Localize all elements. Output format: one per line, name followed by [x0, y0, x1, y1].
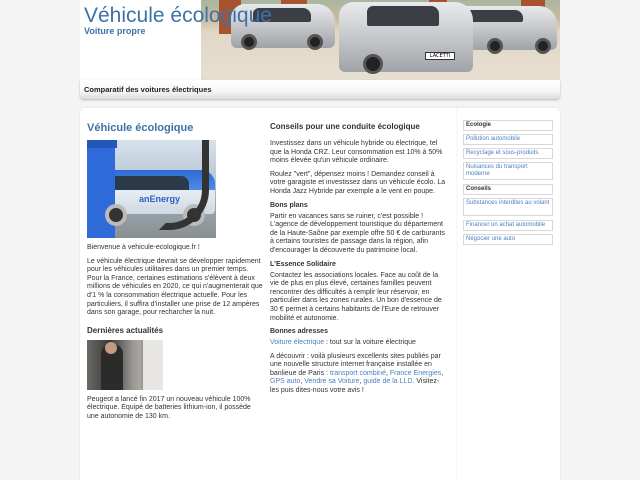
- welcome-text: Bienvenue à vehicule-ecologique.fr !: [87, 244, 200, 251]
- link-france-energies[interactable]: France Energies: [389, 369, 442, 377]
- sidebar-item-substances[interactable]: Substances interdites au volant: [463, 198, 553, 216]
- left-column: [87, 122, 263, 427]
- sidebar-heading-ecologie: Ecologie: [463, 120, 553, 131]
- bonnes-adresses-line: [270, 339, 448, 348]
- bons-plans-paragraph: Partir en vacances sans se ruiner, c'est possible ! L'agence de développement touristique du département de la Haute-Saône par exemple offre 50 € de carburants à certains touristes de passage dans la région, afin d'encourager la découverte du patrimoine local.: [270, 212, 445, 254]
- news-heading: Dernières actualités: [87, 325, 164, 335]
- separator: ,: [385, 369, 390, 377]
- link-gps-auto[interactable]: GPS auto: [270, 378, 301, 386]
- sidebar-item-financer[interactable]: Financer un achat automobile: [463, 220, 553, 231]
- decouvrir-paragraph: [270, 353, 448, 396]
- site-header: [80, 0, 560, 80]
- sidebar-item-pollution[interactable]: Pollution automobile: [463, 134, 553, 145]
- site-title[interactable]: Véhicule écologique: [84, 4, 272, 27]
- decouvrir-outro: . Visitez-les puis dites-nous votre avis !: [270, 378, 440, 395]
- advice-paragraph-1: Investissez dans un véhicule hybride ou électrique, tel que la Honda CRZ. Leur consommation est 10% à 50% moins élevée qu'un véhicule ordinaire.: [270, 140, 443, 165]
- essence-solidaire-paragraph: Contactez les associations locales. Face au coût de la vie de plus en plus élevé, certaines familles peuvent rencontrer des difficultés à remplir leur réservoir, en particulier dans les zones rurales. Un bon d'essence de 30 € permet à certains habitants de l'Eure de retrouver mobilité et autonomie.: [270, 271, 442, 322]
- link-transport-combine[interactable]: transport combiné: [329, 369, 386, 377]
- advice-heading: Conseils pour une conduite écologique: [270, 122, 420, 131]
- bonnes-adresses-desc: : tout sur la voiture électrique: [324, 339, 416, 347]
- electric-car-charging-photo: [87, 140, 216, 238]
- bonnes-adresses-heading: Bonnes adresses: [270, 328, 328, 336]
- sidebar-heading-conseils: Conseils: [463, 184, 553, 195]
- site-subtitle: Voiture propre: [84, 26, 146, 36]
- news-photo: [87, 340, 163, 390]
- sidebar-item-nuisances[interactable]: Nuisances du transport moderne: [463, 162, 553, 180]
- advice-paragraph-2: Roulez "vert", dépensez moins ! Demandez conseil à votre garagiste et investissez dans un véhicule écolo. La Honda Jazz Hybride par exemple a le vent en poupe.: [270, 170, 446, 195]
- link-voiture-electrique[interactable]: Voiture électrique: [270, 339, 325, 347]
- link-vendre-sa-voiture[interactable]: Vendre sa Voiture: [304, 378, 360, 386]
- license-plate: LACETTI: [425, 52, 455, 60]
- link-guide-lld[interactable]: guide de la LLD: [363, 378, 413, 386]
- right-sidebar: [456, 108, 560, 480]
- main-content: [80, 108, 560, 480]
- nav-item-comparatif[interactable]: Comparatif des voitures électriques: [84, 85, 212, 94]
- sidebar-item-negocier[interactable]: Négocier une auto: [463, 234, 553, 245]
- intro-paragraph: Le véhicule électrique devrait se développer rapidement pour les véhicules utilitaires dans un premier temps. Pour la France, certaines estimations s'élèvent à deux millions de véhicules en 2020, ce qui n'augmenterait que d'1 % la consommation électrique actuelle. Pour les particuliers, il suffira d'installer une prise de 12 ampères dans son garage, pour recharcher la nuit.: [87, 257, 263, 317]
- decouvrir-intro: A découvrir : voilà plusieurs excellents sites publiés par une nouvelle structure internet française installée en banlieue de Paris :: [270, 352, 441, 377]
- top-nav-bar: [80, 80, 560, 99]
- separator: ,: [359, 378, 364, 386]
- separator: ,: [300, 378, 305, 386]
- page: [80, 0, 560, 480]
- left-column-title: Véhicule écologique: [87, 122, 194, 134]
- middle-column: [270, 122, 448, 401]
- essence-solidaire-heading: L'Essence Solidaire: [270, 260, 336, 268]
- sidebar-item-recyclage[interactable]: Recyclage et sous-produits: [463, 148, 553, 159]
- separator: ,: [441, 369, 444, 377]
- bons-plans-heading: Bons plans: [270, 201, 308, 209]
- photo-car-logo-text: anEnergy: [139, 194, 181, 204]
- news-paragraph: Peugeot a lancé fin 2017 un nouveau véhicule 100% électrique. Equipé de batteries lithium-ion, il possède une autonomie de 130 km.: [87, 395, 251, 420]
